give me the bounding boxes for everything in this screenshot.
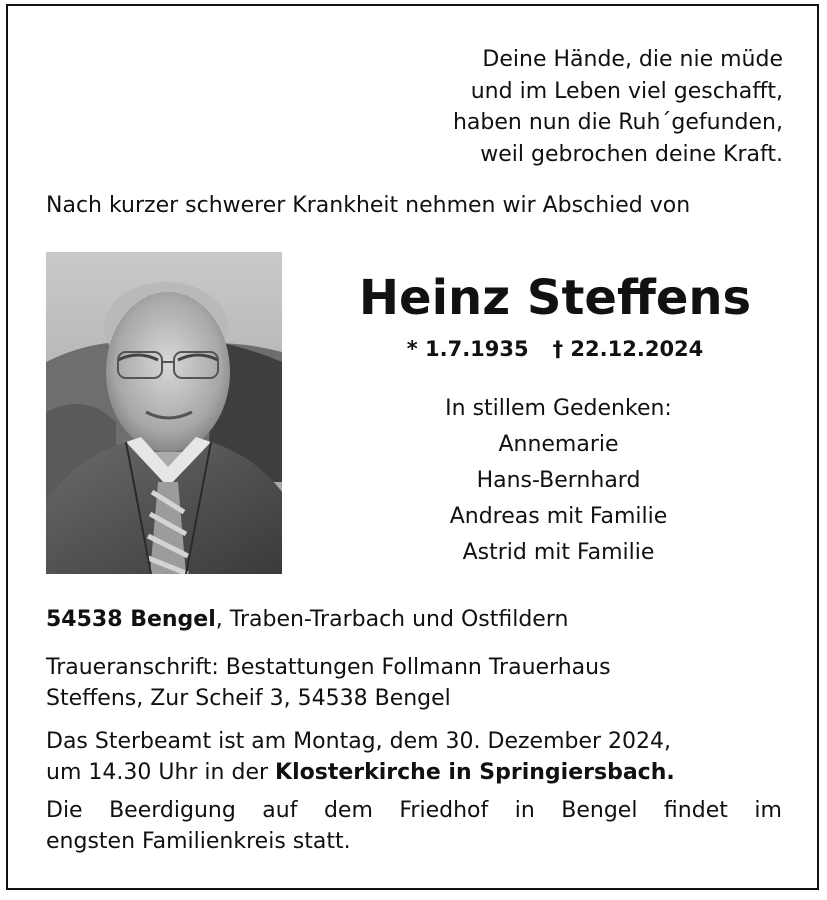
burial-word: im	[754, 798, 782, 823]
burial-word: Bengel	[561, 798, 638, 823]
service-line: Das Sterbeamt ist am Montag, dem 30. Dezember 2024,	[46, 729, 672, 754]
mourners-block	[300, 391, 817, 571]
poem-line: und im Leben viel geschafft,	[470, 78, 783, 104]
mourner-name: Andreas mit Familie	[449, 504, 668, 529]
burial-word: findet	[663, 798, 728, 823]
poem-line: haben nun die Ruh´gefunden,	[452, 110, 783, 135]
service-time: um 14.30 Uhr in der	[46, 760, 276, 785]
burial-word: Die	[46, 798, 83, 823]
burial-line-2: engsten Familienkreis statt.	[46, 829, 351, 854]
location-line	[46, 604, 568, 636]
poem	[453, 44, 783, 170]
burial-word: in	[514, 798, 535, 823]
burial-word: Beerdigung	[109, 798, 236, 823]
service-line	[46, 757, 782, 788]
service-info	[46, 726, 782, 788]
mourner-name: Astrid mit Familie	[462, 540, 655, 565]
poem-line: weil gebrochen deine Kraft.	[480, 141, 783, 167]
burial-word: auf	[262, 798, 298, 823]
address-line: Steffens, Zur Scheif 3, 54538 Bengel	[46, 686, 451, 711]
life-dates	[300, 334, 810, 364]
location-town: 54538 Bengel	[46, 607, 216, 632]
mourning-address	[46, 652, 611, 714]
deceased-name: Heinz Steffens	[358, 270, 752, 326]
mourner-name: Hans-Bernhard	[476, 468, 641, 493]
birth-date: * 1.7.1935	[406, 337, 529, 361]
location-others: , Traben-Trarbach und Ostfildern	[215, 607, 569, 632]
intro-text: Nach kurzer schwerer Krankheit nehmen wir Abschied von	[46, 193, 691, 218]
mourners-heading: In stillem Gedenken:	[445, 396, 672, 421]
burial-word: dem	[323, 798, 373, 823]
portrait-photo	[46, 252, 282, 574]
death-date: † 22.12.2024	[552, 337, 704, 361]
burial-word: Friedhof	[399, 798, 489, 823]
burial-info	[46, 795, 782, 857]
burial-line-1	[46, 795, 782, 826]
poem-line: Deine Hände, die nie müde	[482, 47, 783, 72]
service-church: Klosterkirche in Springiersbach.	[275, 760, 675, 785]
address-line: Traueranschrift: Bestattungen Follmann Trauerhaus	[46, 655, 611, 680]
mourner-name: Annemarie	[498, 432, 619, 457]
